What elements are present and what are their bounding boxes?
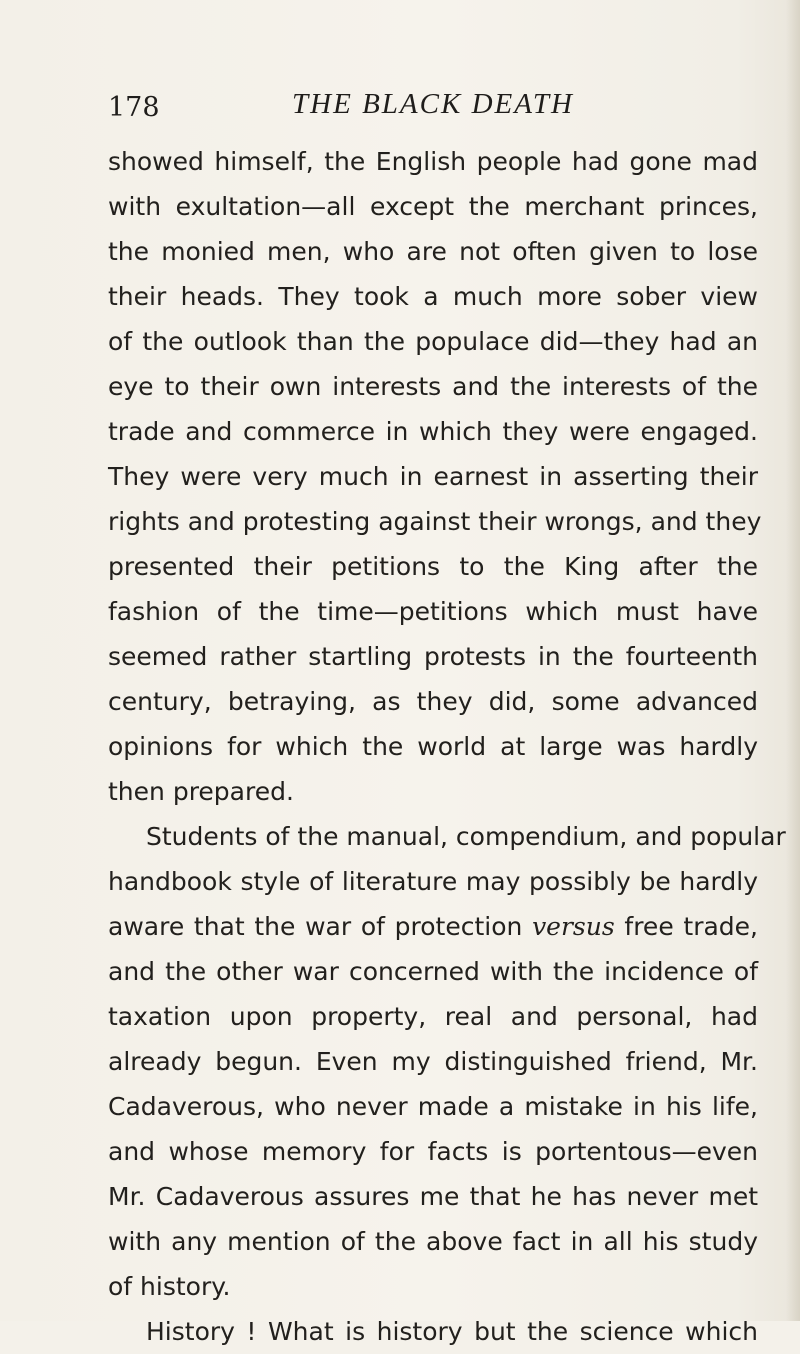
text-line: with exultation—all except the merchant princes, bbox=[108, 192, 758, 221]
text-line: and whose memory for facts is portentous—even bbox=[108, 1137, 758, 1166]
text-line-with-italic bbox=[108, 904, 758, 949]
text-line: of history. bbox=[108, 1272, 231, 1301]
italic-word: versus bbox=[532, 912, 615, 941]
text-line: and the other war concerned with the incidence of bbox=[108, 957, 758, 986]
text-line: century, betraying, as they did, some advanced bbox=[108, 687, 758, 716]
text-fragment: aware that the war of protection bbox=[108, 912, 533, 941]
text-line: Mr. Cadaverous assures me that he has never met bbox=[108, 1182, 758, 1211]
text-fragment: free trade, bbox=[614, 912, 758, 941]
text-line: then prepared. bbox=[108, 777, 294, 806]
text-line: already begun. Even my distinguished friend, Mr. bbox=[108, 1047, 758, 1076]
page-number: 178 bbox=[108, 92, 160, 123]
text-line: History ! What is history but the science which bbox=[146, 1317, 758, 1346]
running-head: THE BLACK DEATH bbox=[292, 88, 574, 120]
text-line: handbook style of literature may possibly be hardly bbox=[108, 867, 758, 896]
text-line: their heads. They took a much more sober view bbox=[108, 282, 758, 311]
text-line: presented their petitions to the King after the bbox=[108, 552, 758, 581]
text-line: They were very much in earnest in asserting their bbox=[108, 462, 758, 491]
text-line: taxation upon property, real and personal, had bbox=[108, 1002, 758, 1031]
text-line: eye to their own interests and the interests of the bbox=[108, 372, 758, 401]
text-line: fashion of the time—petitions which must have bbox=[108, 597, 758, 626]
text-line: trade and commerce in which they were engaged. bbox=[108, 417, 758, 446]
body-text bbox=[108, 139, 786, 1354]
page-edge-shadow bbox=[786, 0, 800, 1321]
page-header bbox=[108, 88, 758, 128]
text-line: rights and protesting against their wrongs, and they bbox=[108, 507, 762, 536]
text-line: Cadaverous, who never made a mistake in his life, bbox=[108, 1092, 758, 1121]
text-line: showed himself, the English people had gone mad bbox=[108, 147, 758, 176]
text-line: of the outlook than the populace did—they had an bbox=[108, 327, 758, 356]
text-line: with any mention of the above fact in all his study bbox=[108, 1227, 758, 1256]
text-line: seemed rather startling protests in the fourteenth bbox=[108, 642, 758, 671]
text-line: opinions for which the world at large was hardly bbox=[108, 732, 758, 761]
text-line: the monied men, who are not often given to lose bbox=[108, 237, 758, 266]
text-line: Students of the manual, compendium, and popular bbox=[146, 822, 786, 851]
